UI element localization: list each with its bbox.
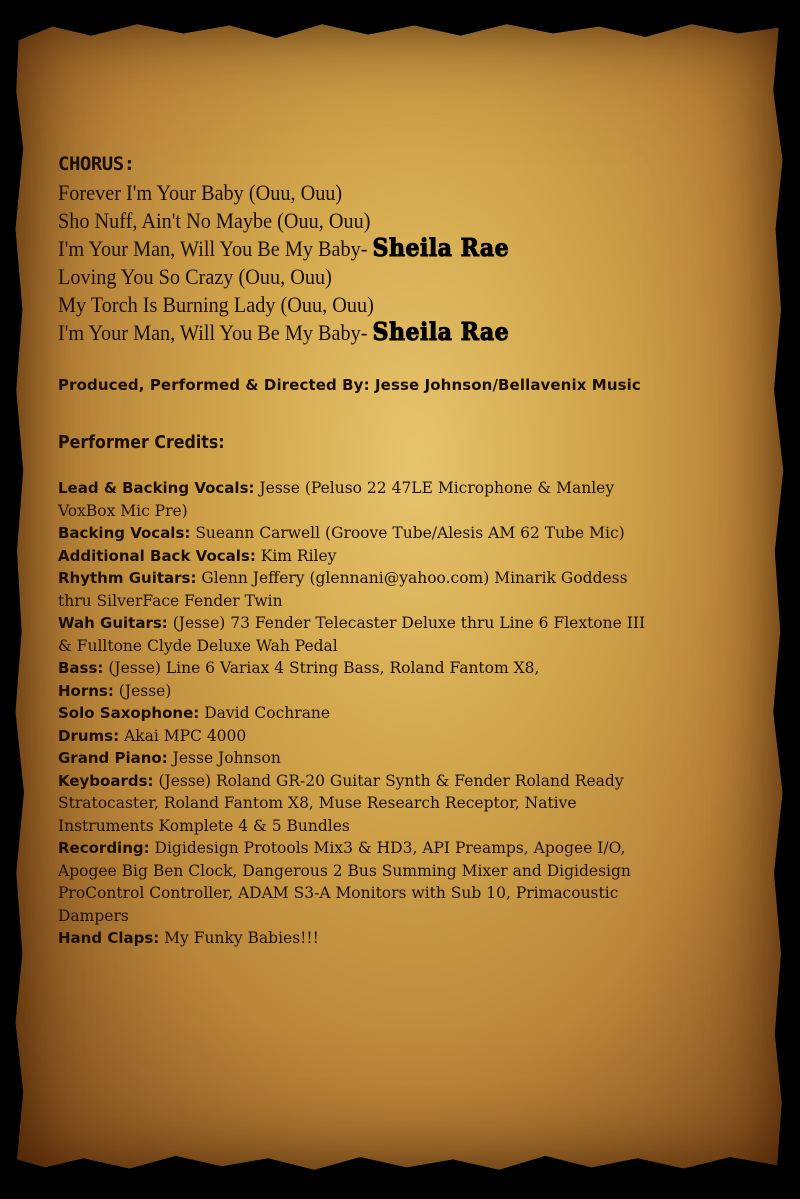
- credit-line: [58, 860, 748, 883]
- credit-line: [58, 927, 748, 950]
- credit-value: (Jesse) Roland GR-20 Guitar Synth & Fender Roland Ready: [153, 771, 624, 790]
- credit-value: Akai MPC 4000: [119, 726, 247, 745]
- credit-line: [58, 657, 748, 680]
- credit-label: Solo Saxophone:: [58, 704, 200, 722]
- credit-line: [58, 747, 748, 770]
- chorus-line-2: [58, 206, 693, 234]
- credit-label: Wah Guitars:: [58, 614, 168, 632]
- credit-value: Stratocaster, Roland Fantom X8, Muse Research Receptor, Native: [58, 794, 577, 812]
- credit-label: Recording:: [58, 839, 150, 857]
- sheila-rae-name: Sheila Rae: [372, 233, 510, 262]
- credit-label: Hand Claps:: [58, 929, 160, 947]
- credit-line: [58, 500, 748, 523]
- chorus-line-text: I'm Your Man, Will You Be My Baby-: [58, 320, 373, 345]
- credit-value: thru SilverFace Fender Twin: [58, 591, 283, 610]
- credit-value: My Funky Babies!!!: [159, 929, 319, 947]
- credit-line: [58, 837, 748, 860]
- performer-credits-list: [58, 477, 748, 950]
- produced-by-line: Produced, Performed & Directed By: Jesse Johnson/Bellavenix Music: [58, 376, 641, 394]
- chorus-heading: CHORUS:: [58, 153, 135, 175]
- chorus-line-text: I'm Your Man, Will You Be My Baby-: [58, 236, 373, 261]
- credit-label: Lead & Backing Vocals:: [58, 479, 255, 497]
- credit-value: Sueann Carwell (Groove Tube/Alesis AM 62 Tube Mic): [190, 524, 625, 542]
- credit-line: [58, 792, 748, 815]
- chorus-line-5: [58, 290, 693, 318]
- chorus-line-3: [58, 234, 693, 262]
- credit-line: [58, 590, 748, 613]
- credit-value: Dampers: [58, 906, 129, 925]
- credit-value: Kim Riley: [255, 546, 337, 565]
- chorus-line-text: My Torch Is Burning Lady (Ouu, Ouu): [58, 292, 374, 317]
- credit-line: [58, 567, 748, 590]
- credit-value: (Jesse) Line 6 Variax 4 String Bass, Roland Fantom X8,: [103, 659, 540, 677]
- credit-value: Jesse Johnson: [167, 749, 281, 767]
- credit-line: [58, 725, 748, 748]
- credit-value: Jesse (Peluso 22 47LE Microphone & Manley: [254, 479, 615, 497]
- credit-value: (Jesse): [113, 681, 172, 700]
- performer-credits-heading: Performer Credits:: [58, 432, 225, 453]
- credit-label: Bass:: [58, 659, 104, 677]
- sheila-rae-name: Sheila Rae: [372, 317, 510, 346]
- credit-line: [58, 522, 748, 545]
- credit-line: [58, 635, 748, 658]
- credit-label: Grand Piano:: [58, 749, 168, 767]
- credit-value: & Fulltone Clyde Deluxe Wah Pedal: [58, 636, 338, 655]
- credit-line: [58, 702, 748, 725]
- credit-line: [58, 680, 748, 703]
- credit-label: Backing Vocals:: [58, 524, 191, 542]
- credit-line: [58, 545, 748, 568]
- credit-value: Apogee Big Ben Clock, Dangerous 2 Bus Summing Mixer and Digidesign: [58, 861, 631, 880]
- lyrics-credits-document: [58, 150, 748, 950]
- credit-label: Keyboards:: [58, 771, 154, 790]
- chorus-line-4: [58, 262, 693, 290]
- credit-value: ProControl Controller, ADAM S3-A Monitors with Sub 10, Primacoustic: [58, 884, 619, 902]
- credit-line: [58, 882, 748, 905]
- chorus-line-text: Forever I'm Your Baby (Ouu, Ouu): [58, 180, 343, 205]
- credit-value: Glenn Jeffery (glennani@yahoo.com) Minarik Goddess: [196, 569, 628, 587]
- credit-value: VoxBox Mic Pre): [58, 501, 188, 520]
- credit-label: Drums:: [58, 726, 120, 745]
- credit-line: [58, 770, 748, 793]
- credit-value: Instruments Komplete 4 & 5 Bundles: [58, 816, 350, 835]
- chorus-line-6: [58, 318, 693, 346]
- credit-line: [58, 815, 748, 838]
- credit-value: (Jesse) 73 Fender Telecaster Deluxe thru Line 6 Flextone III: [167, 614, 646, 632]
- credit-line: [58, 477, 748, 500]
- chorus-lines: [58, 178, 748, 346]
- credit-label: Additional Back Vocals:: [58, 546, 256, 565]
- chorus-line-1: [58, 178, 693, 206]
- credit-value: David Cochrane: [199, 704, 331, 722]
- credit-label: Horns:: [58, 681, 114, 700]
- credit-label: Rhythm Guitars:: [58, 569, 197, 587]
- credit-line: [58, 905, 748, 928]
- chorus-line-text: Sho Nuff, Ain't No Maybe (Ouu, Ouu): [58, 208, 371, 233]
- credit-value: Digidesign Protools Mix3 & HD3, API Preamps, Apogee I/O,: [149, 839, 626, 857]
- credit-line: [58, 612, 748, 635]
- chorus-line-text: Loving You So Crazy (Ouu, Ouu): [58, 264, 332, 289]
